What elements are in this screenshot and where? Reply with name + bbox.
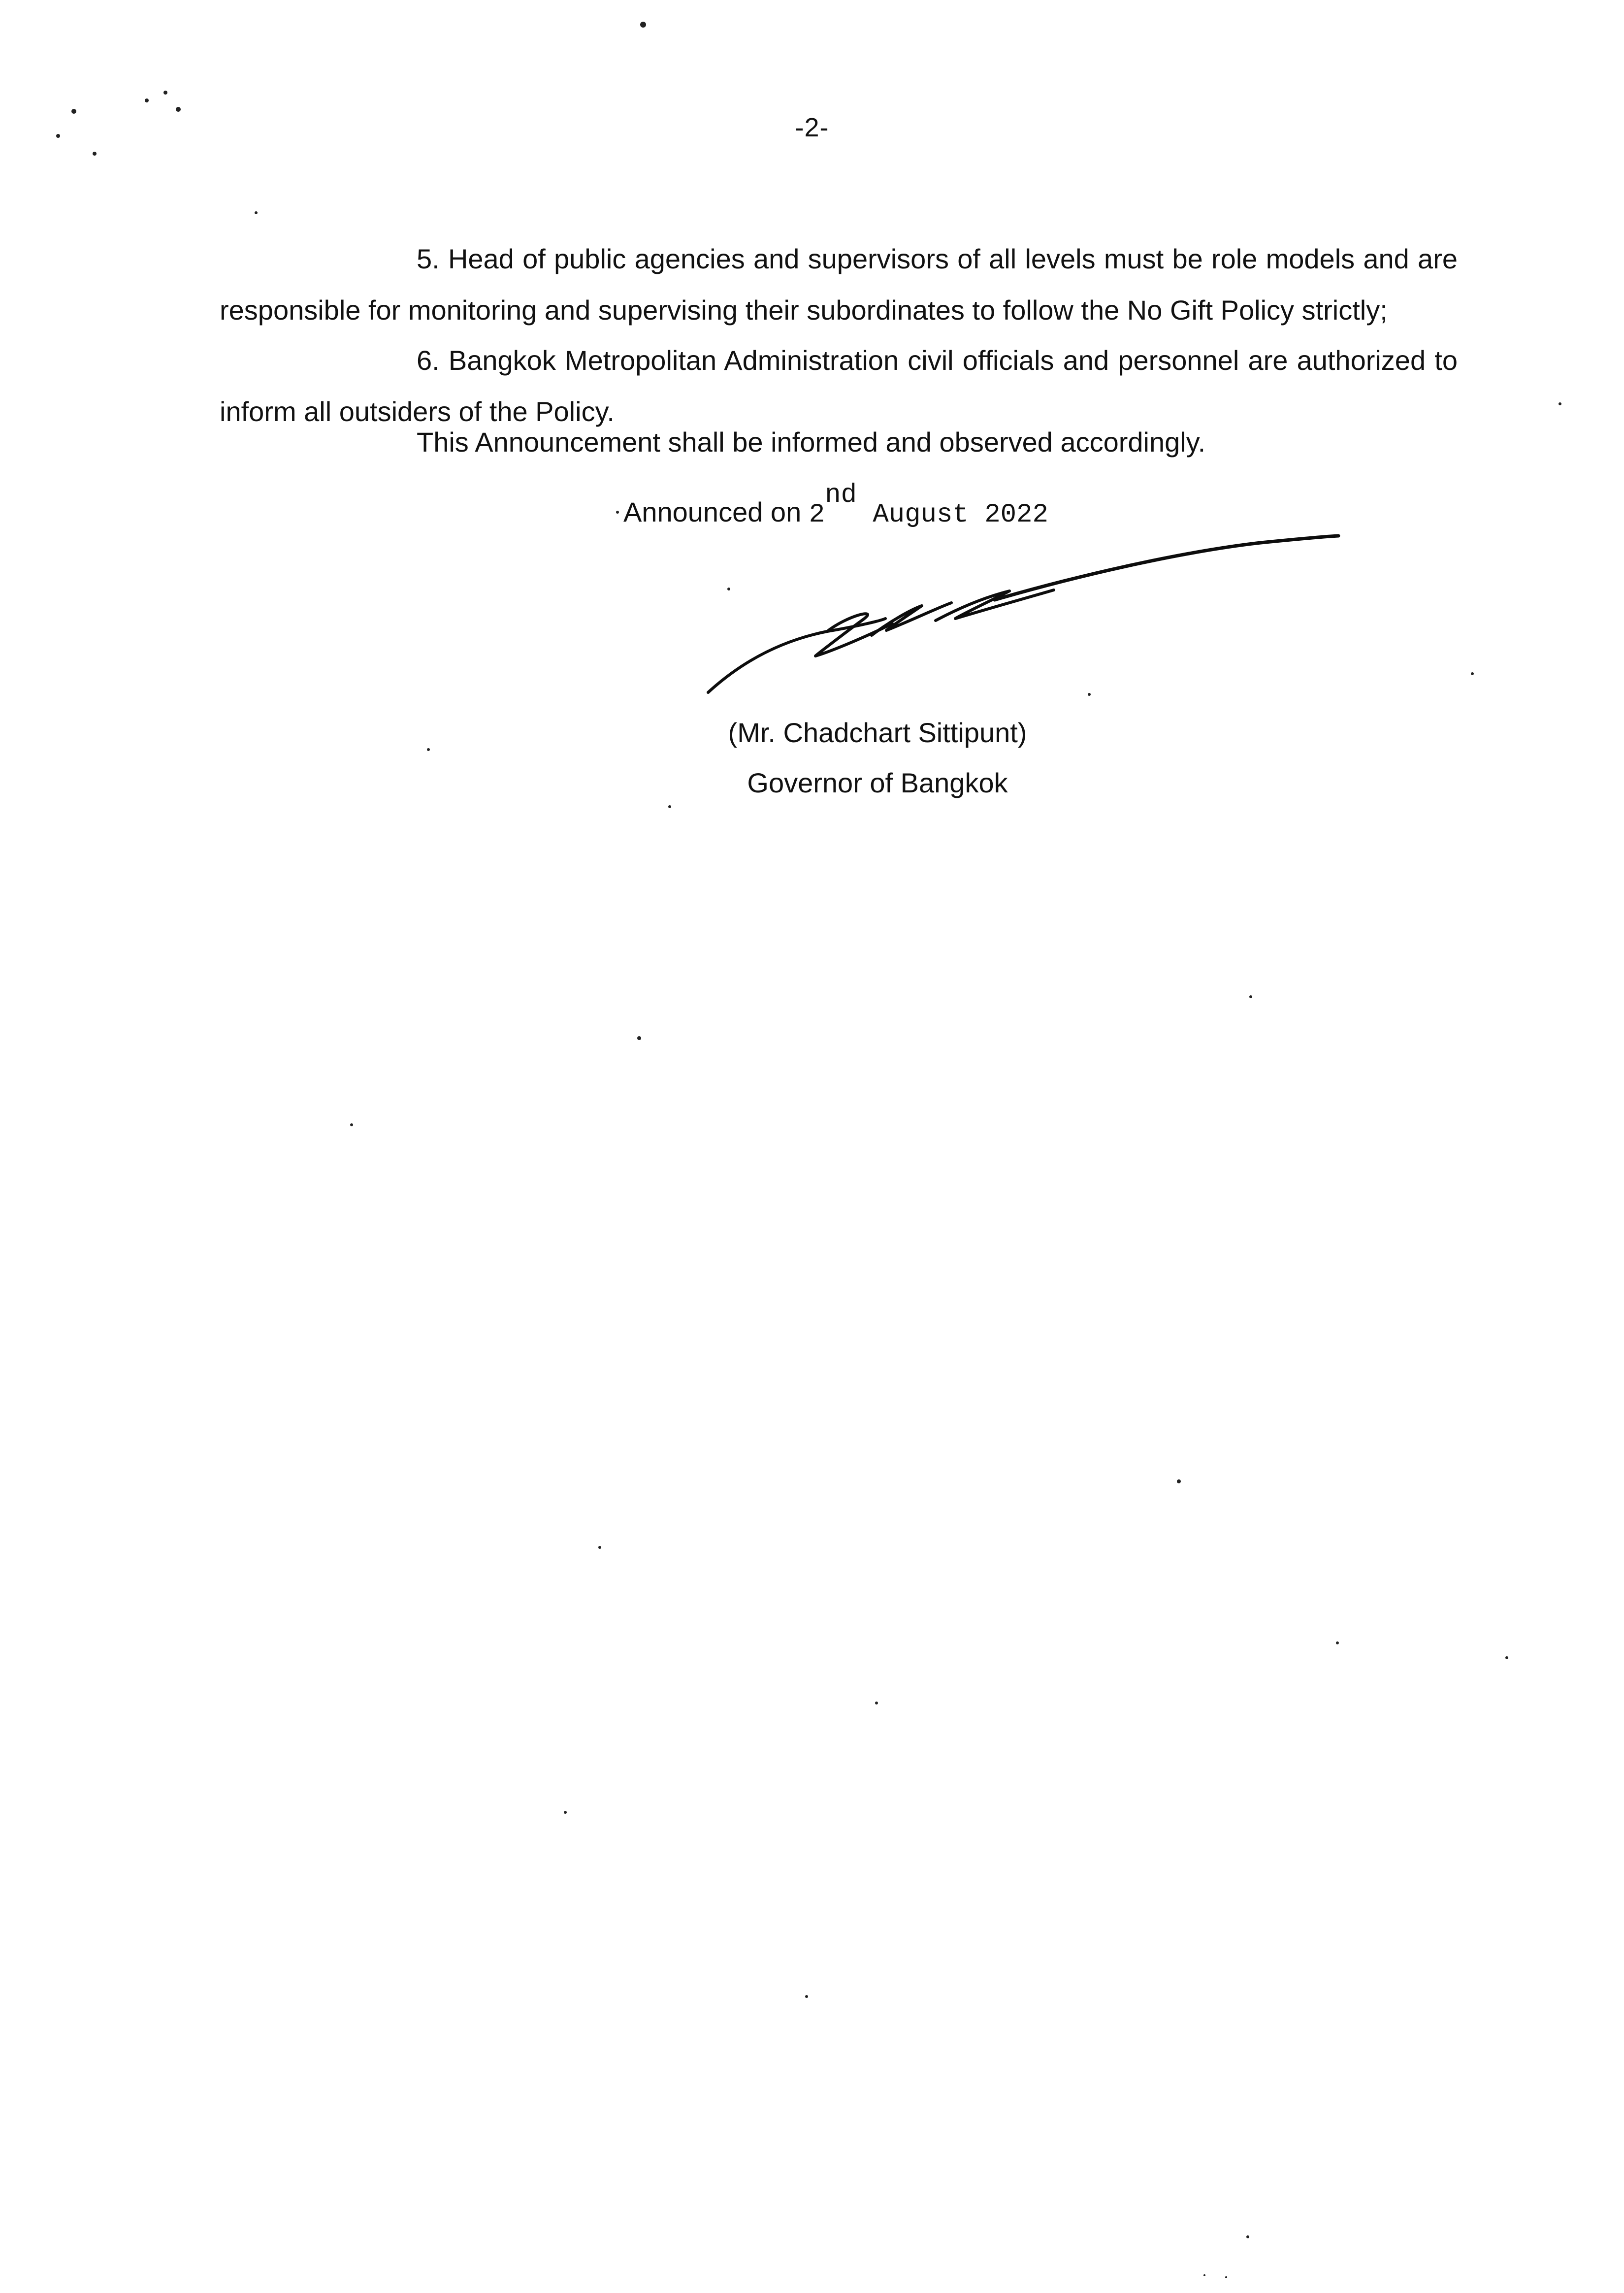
policy-item-5: 5. Head of public agencies and supervisors of all levels must be role models and are responsible for monitoring and supervising their subordinates to follow the No Gift Policy strictly;: [220, 243, 1458, 326]
announced-day: 2: [809, 500, 825, 530]
announced-ordinal: nd: [825, 480, 857, 510]
announced-prefix: Announced on: [623, 496, 809, 527]
policy-item-6: 6. Bangkok Metropolitan Administration civil officials and personnel are authorized to inform all outsiders of the Policy.: [220, 345, 1458, 427]
handwritten-signature: [699, 522, 1349, 699]
announced-month-year: August 2022: [873, 500, 1048, 530]
closing-statement: This Announcement shall be informed and observed accordingly.: [417, 426, 1206, 458]
page-number: -2-: [795, 113, 829, 142]
signatory-title: Governor of Bangkok: [747, 767, 1008, 798]
signatory-name: (Mr. Chadchart Sittipunt): [728, 717, 1027, 748]
